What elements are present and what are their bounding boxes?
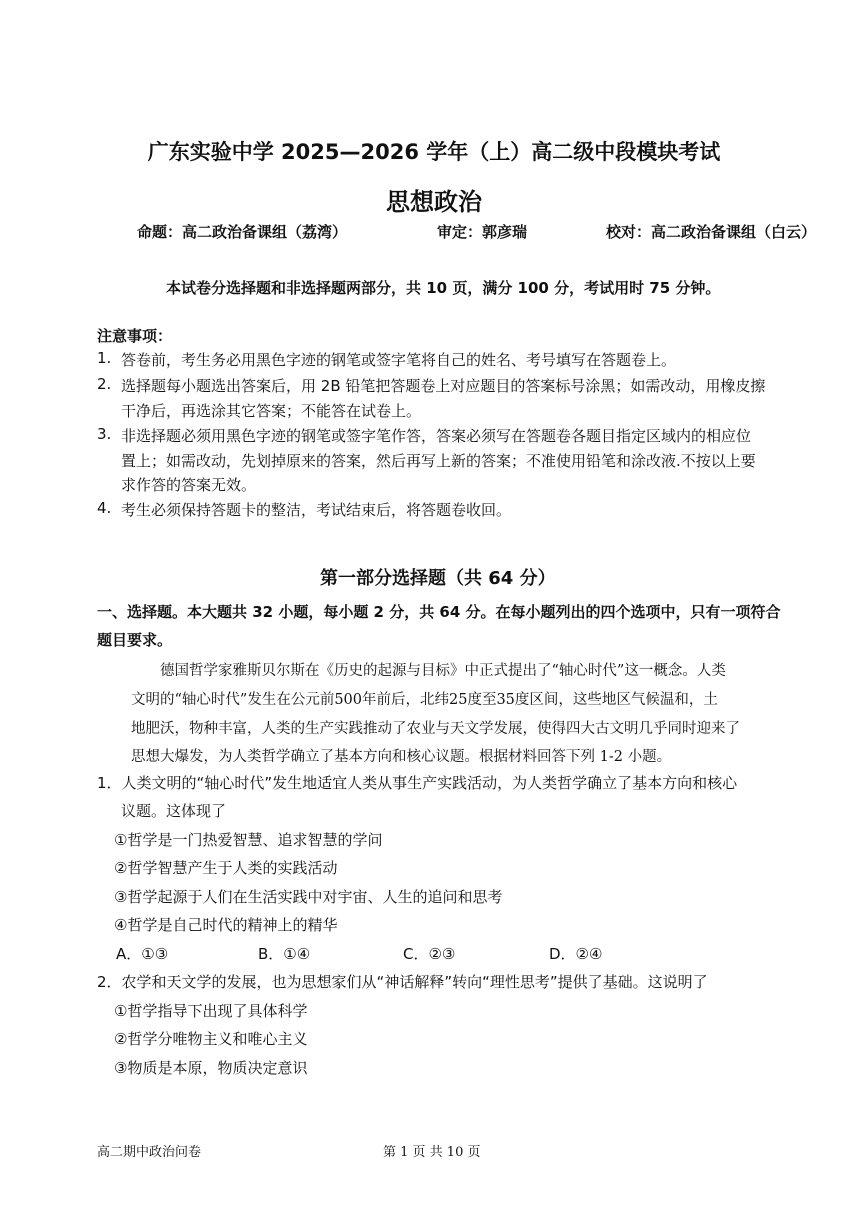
proofreader-credit: 校对：高二政治备课组（白云） <box>606 223 817 241</box>
note-number: 1. <box>97 349 112 367</box>
note-line: 干净后，再选涂其它答案；不能答在试卷上。 <box>121 402 422 420</box>
answer-option: D．②④ <box>549 945 603 963</box>
note-number: 4. <box>97 499 112 517</box>
exam-title: 广东实验中学 2025—2026 学年（上）高二级中段模块考试 <box>147 140 721 164</box>
question-statement: ①哲学是一门热爱智慧、追求智慧的学问 <box>114 831 383 849</box>
material-line: 文明的“轴心时代”发生在公元前500年前后，北纬25度至35度区间，这些地区气候温和，土 <box>131 692 718 708</box>
answer-option: C．②③ <box>403 945 456 963</box>
notes-heading: 注意事项： <box>97 327 173 345</box>
question-statement: ④哲学是自己时代的精神上的精华 <box>114 916 338 934</box>
question-stem: 议题。这体现了 <box>121 802 227 820</box>
footer-label: 高二期中政治问卷 <box>97 1145 202 1160</box>
note-line: 非选择题必须用黑色字迹的钢笔或签字笔作答，答案必须写在答题卷各题目指定区域内的相应位 <box>121 427 752 445</box>
note-line: 考生必须保持答题卡的整洁，考试结束后，将答题卷收回。 <box>121 501 512 519</box>
note-line: 选择题每小题选出答案后，用 2B 铅笔把答题卷上对应题目的答案标号涂黑；如需改动，用橡皮擦 <box>121 377 766 395</box>
subject-title: 思想政治 <box>386 188 482 216</box>
note-line: 置上；如需改动，先划掉原来的答案，然后再写上新的答案；不准使用铅笔和涂改液.不按以上要 <box>121 452 756 470</box>
question-statement: ②哲学分唯物主义和唯心主义 <box>114 1030 308 1048</box>
reviewer-credit: 审定：郭彦瑞 <box>437 223 528 241</box>
author-credit: 命题：高二政治备课组（荔湾） <box>137 223 348 241</box>
part1-heading: 第一部分选择题（共 64 分） <box>320 568 556 589</box>
question-stem: 2．农学和天文学的发展，也为思想家们从“神话解释”转向“理性思考”提供了基础。这说明了 <box>97 973 708 991</box>
note-number: 3. <box>97 425 112 443</box>
part1-instruction: 一、选择题。本大题共 32 小题，每小题 2 分，共 64 分。在每小题列出的四个选项中，只有一项符合 <box>97 603 781 621</box>
note-number: 2. <box>97 375 112 393</box>
page-number: 第 1 页 共 10 页 <box>383 1145 481 1160</box>
answer-option: A．①③ <box>116 945 169 963</box>
part1-instruction: 题目要求。 <box>97 631 173 649</box>
question-statement: ③哲学起源于人们在生活实践中对宇宙、人生的追问和思考 <box>114 888 503 906</box>
material-line: 德国哲学家雅斯贝尔斯在《历史的起源与目标》中正式提出了“轴心时代”这一概念。人类 <box>160 663 726 679</box>
material-line: 地肥沃，物种丰富，人类的生产实践推动了农业与天文学发展，使得四大古文明几乎同时迎来了 <box>131 721 740 737</box>
question-statement: ②哲学智慧产生于人类的实践活动 <box>114 859 338 877</box>
material-line: 思想大爆发，为人类哲学确立了基本方向和核心议题。根据材料回答下列 1-2 小题。 <box>131 749 672 765</box>
question-statement: ③物质是本原，物质决定意识 <box>114 1059 308 1077</box>
answer-option: B．①④ <box>258 945 311 963</box>
exam-intro: 本试卷分选择题和非选择题两部分，共 10 页，满分 100 分，考试用时 75 分钟。 <box>166 279 721 297</box>
note-line: 求作答的答案无效。 <box>121 476 257 494</box>
question-statement: ①哲学指导下出现了具体科学 <box>114 1002 308 1020</box>
note-line: 答卷前，考生务必用黑色字迹的钢笔或签字笔将自己的姓名、考号填写在答题卷上。 <box>121 351 677 369</box>
question-stem: 1．人类文明的“轴心时代”发生地适宜人类从事生产实践活动，为人类哲学确立了基本方向和核心 <box>97 774 738 792</box>
